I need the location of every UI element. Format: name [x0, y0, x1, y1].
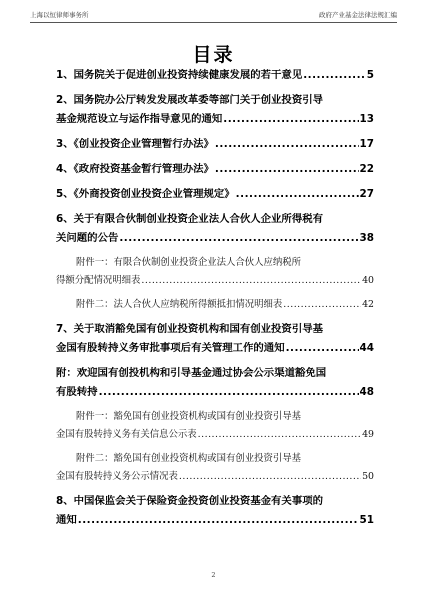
- toc-entry[interactable]: [56, 492, 374, 530]
- toc-entry[interactable]: [56, 210, 374, 248]
- toc-page-number: 5: [366, 69, 374, 81]
- toc-entry[interactable]: [56, 254, 374, 290]
- page-number: 2: [211, 571, 216, 579]
- toc-entry[interactable]: [56, 91, 374, 129]
- toc-entry-line: [56, 210, 374, 229]
- toc-entry-line: [56, 339, 374, 358]
- toc-page-number: 13: [359, 113, 374, 125]
- toc-entry-text: 得额分配情况明细表: [56, 275, 141, 286]
- header-left: 上海以恒律师事务所: [30, 11, 89, 19]
- toc-entry[interactable]: [56, 320, 374, 358]
- dot-leader: [198, 426, 361, 444]
- table-of-contents: [56, 66, 374, 536]
- toc-entry[interactable]: [56, 408, 374, 444]
- toc-entry-line: [56, 426, 374, 444]
- toc-page-number: 38: [359, 232, 374, 244]
- toc-entry-text: 附件一：有限合伙制创业投资企业法人合伙人应纳税所: [76, 257, 302, 268]
- dot-leader: [215, 135, 359, 154]
- toc-entry-line: [56, 364, 374, 383]
- dot-leader: [215, 160, 359, 179]
- dot-leader: [99, 383, 359, 402]
- toc-entry-text: 金国有股转持义务审批事项后有关管理工作的通知: [56, 342, 285, 354]
- dot-leader: [303, 66, 366, 85]
- toc-entry-line: [56, 492, 374, 511]
- toc-entry-text: 附件二：法人合伙人应纳税所得额抵扣情况明细表: [76, 299, 283, 310]
- toc-entry-line: [56, 383, 374, 402]
- toc-entry-line: [56, 296, 374, 314]
- toc-entry-text: 有股转持: [56, 386, 98, 398]
- page-title: 目录: [192, 44, 235, 66]
- toc-entry-line: [56, 135, 374, 154]
- toc-entry-line: [56, 272, 374, 290]
- dot-leader: [236, 185, 359, 204]
- toc-entry-text: 附：欢迎国有创投机构和引导基金通过协会公示渠道豁免国: [56, 367, 327, 379]
- toc-entry-text: 金国有股转持义务公示情况表: [56, 471, 178, 482]
- toc-entry[interactable]: [56, 296, 374, 314]
- toc-page-number: 48: [359, 386, 374, 398]
- dot-leader: [283, 296, 361, 314]
- toc-entry-line: [56, 66, 374, 85]
- toc-entry-text: 通知: [56, 514, 77, 526]
- toc-entry-line: [56, 408, 374, 426]
- toc-entry-line: [56, 320, 374, 339]
- toc-entry-line: [56, 450, 374, 468]
- toc-page-number: 44: [359, 342, 374, 354]
- toc-entry-text: 基金规范设立与运作指导意见的通知: [56, 113, 223, 125]
- toc-page-number: 27: [359, 188, 374, 200]
- toc-page-number: 49: [362, 429, 374, 440]
- toc-entry[interactable]: [56, 450, 374, 486]
- toc-entry[interactable]: [56, 66, 374, 85]
- toc-entry[interactable]: [56, 160, 374, 179]
- dot-leader: [78, 511, 359, 530]
- toc-entry-text: 金国有股转持义务有关信息公示表: [56, 429, 197, 440]
- toc-entry-line: [56, 185, 374, 204]
- toc-entry-text: 4、《政府投资基金暂行管理办法》: [56, 163, 214, 175]
- toc-entry-line: [56, 511, 374, 530]
- header-right: 政府产业基金法律法规汇编: [319, 11, 397, 19]
- toc-entry-text: 附件一：豁免国有创业投资机构或国有创业投资引导基: [76, 411, 302, 422]
- toc-entry-text: 附件二：豁免国有创业投资机构或国有创业投资引导基: [76, 453, 302, 464]
- toc-entry-text: 关问题的公告: [56, 232, 119, 244]
- toc-entry-line: [56, 468, 374, 486]
- toc-page-number: 50: [362, 471, 374, 482]
- toc-entry-line: [56, 160, 374, 179]
- toc-page-number: 51: [359, 514, 374, 526]
- toc-entry-text: 3、《创业投资企业管理暂行办法》: [56, 138, 214, 150]
- toc-page-number: 17: [359, 138, 374, 150]
- dot-leader: [179, 468, 361, 486]
- toc-entry-line: [56, 254, 374, 272]
- toc-entry-text: 2、国务院办公厅转发发展改革委等部门关于创业投资引导: [56, 94, 323, 106]
- dot-leader: [223, 110, 358, 129]
- toc-entry-text: 8、中国保监会关于保险资金投资创业投资基金有关事项的: [56, 495, 323, 507]
- toc-entry[interactable]: [56, 364, 374, 402]
- toc-entry-line: [56, 91, 374, 110]
- toc-page-number: 40: [362, 275, 374, 286]
- toc-entry-line: [56, 110, 374, 129]
- toc-entry-line: [56, 229, 374, 248]
- toc-entry-text: 1、国务院关于促进创业投资持续健康发展的若干意见: [56, 69, 303, 81]
- running-header: [30, 8, 397, 23]
- dot-leader: [119, 229, 358, 248]
- toc-entry-text: 7、关于取消豁免国有创业投资机构和国有创业投资引导基: [56, 323, 323, 335]
- toc-entry[interactable]: [56, 135, 374, 154]
- dot-leader: [286, 339, 359, 358]
- toc-entry-text: 5、《外商投资创业投资企业管理规定》: [56, 188, 235, 200]
- toc-entry[interactable]: [56, 185, 374, 204]
- toc-page-number: 22: [359, 163, 374, 175]
- toc-entry-text: 6、关于有限合伙制创业投资企业法人合伙人企业所得税有: [56, 213, 323, 225]
- dot-leader: [141, 272, 361, 290]
- toc-page-number: 42: [362, 299, 374, 310]
